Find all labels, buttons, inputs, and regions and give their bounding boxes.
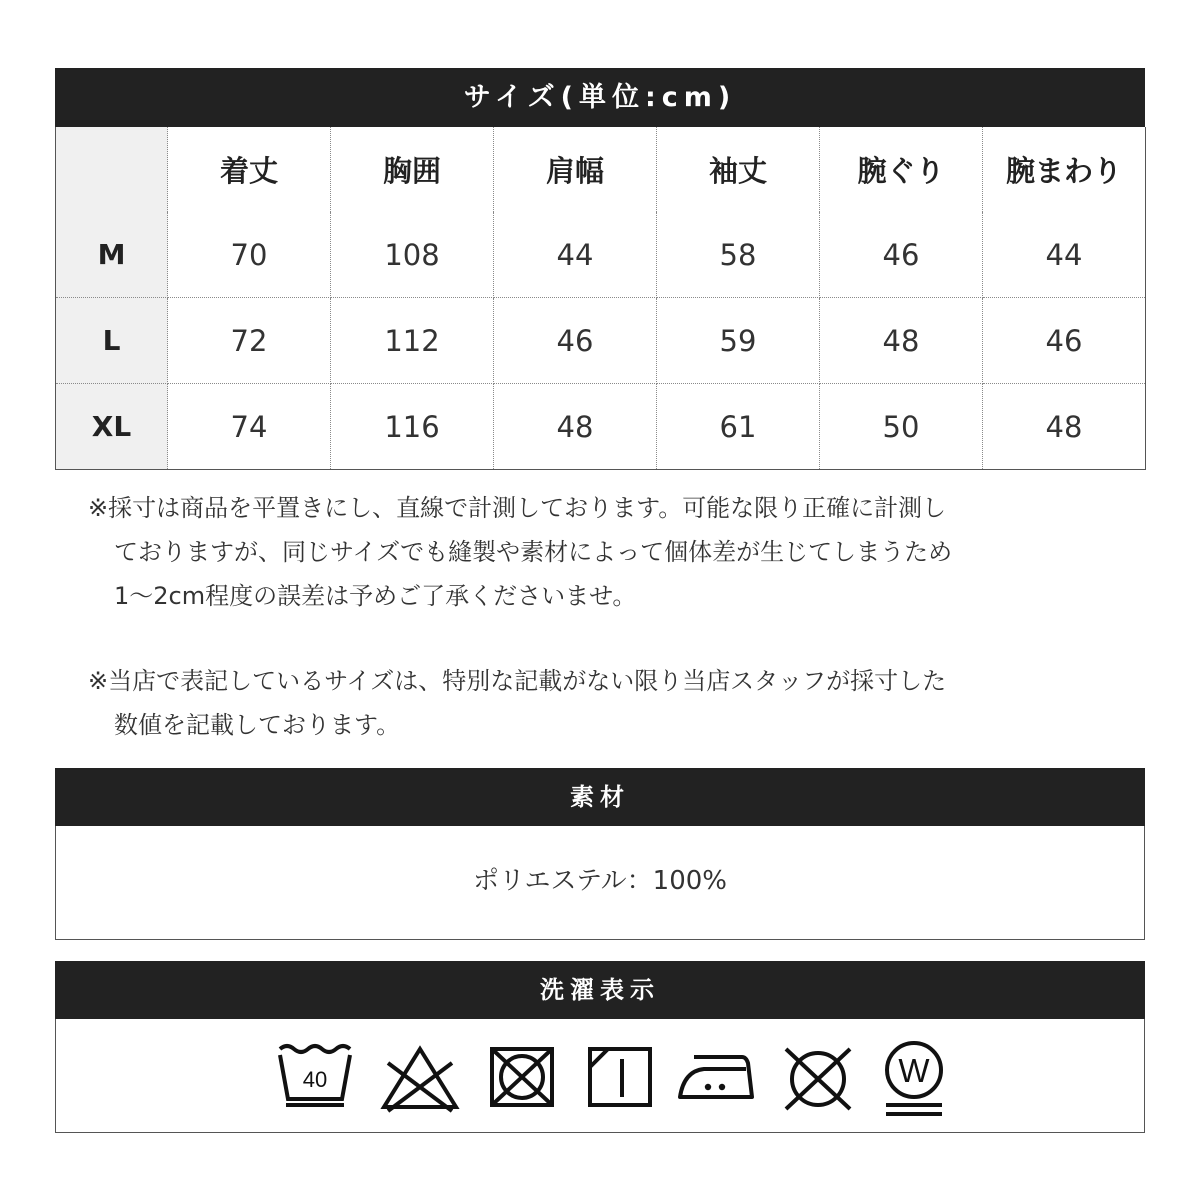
no-dry-clean-icon <box>780 1043 856 1113</box>
table-cell: 61 <box>657 384 820 470</box>
table-cell: 116 <box>331 384 494 470</box>
column-header: 腕まわり <box>983 127 1146 212</box>
note-line: ※当店で表記しているサイズは、特別な記載がない限り当店スタッフが採寸した <box>88 667 947 695</box>
wet-clean-gentle-icon <box>882 1039 946 1119</box>
table-cell: 44 <box>494 212 657 298</box>
measurement-notes <box>88 486 1088 618</box>
table-cell: 108 <box>331 212 494 298</box>
material-section-header <box>55 768 1145 826</box>
size-label: L <box>56 298 168 384</box>
table-cell: 48 <box>820 298 983 384</box>
iron-medium-icon <box>676 1045 756 1105</box>
size-label: M <box>56 212 168 298</box>
table-cell: 46 <box>983 298 1146 384</box>
care-section-title: 洗濯表示 <box>540 976 660 1004</box>
care-box <box>55 1019 1145 1133</box>
table-cell: 44 <box>983 212 1146 298</box>
wash-tub-40-icon <box>276 1041 356 1109</box>
size-section-title: サイズ(単位:cm) <box>463 82 737 113</box>
note-measurement <box>88 486 1088 618</box>
table-cell: 46 <box>494 298 657 384</box>
size-label: XL <box>56 384 168 470</box>
note-size-policy <box>88 659 1088 747</box>
table-cell: 48 <box>494 384 657 470</box>
table-cell: 70 <box>168 212 331 298</box>
table-cell: 112 <box>331 298 494 384</box>
no-bleach-icon <box>380 1043 460 1113</box>
corner-cell <box>56 127 168 212</box>
column-header: 胸囲 <box>331 127 494 212</box>
table-cell: 58 <box>657 212 820 298</box>
column-header: 腕ぐり <box>820 127 983 212</box>
table-row <box>56 212 1146 298</box>
care-section-header <box>55 961 1145 1019</box>
column-header: 着丈 <box>168 127 331 212</box>
table-cell: 46 <box>820 212 983 298</box>
wash-temperature: 40 <box>302 1067 328 1092</box>
column-header: 袖丈 <box>657 127 820 212</box>
note-line: 数値を記載しております。 <box>114 711 401 739</box>
size-table-header-row <box>56 127 1146 212</box>
no-tumble-dry-icon <box>488 1045 556 1109</box>
note-line: ておりますが、同じサイズでも縫製や素材によって個体差が生じてしまうため <box>114 538 953 566</box>
table-cell: 50 <box>820 384 983 470</box>
column-header: 肩幅 <box>494 127 657 212</box>
size-section-header <box>55 68 1145 127</box>
table-row <box>56 384 1146 470</box>
size-table <box>55 127 1146 470</box>
table-cell: 48 <box>1045 409 1083 444</box>
material-section-title: 素材 <box>570 783 630 811</box>
size-notes <box>88 659 1088 747</box>
material-text: ポリエステル：100% <box>473 866 727 896</box>
table-cell: 59 <box>657 298 820 384</box>
note-line: ※採寸は商品を平置きにし、直線で計測しております。可能な限り正確に計測し <box>88 494 947 522</box>
table-row <box>56 298 1146 384</box>
material-box <box>55 826 1145 940</box>
note-line: 1〜2cm程度の誤差は予めご了承くださいませ。 <box>114 582 637 610</box>
drip-dry-shade-icon <box>586 1045 654 1109</box>
wet-clean-letter: W <box>898 1052 930 1089</box>
table-cell: 74 <box>168 384 331 470</box>
table-cell: 72 <box>168 298 331 384</box>
